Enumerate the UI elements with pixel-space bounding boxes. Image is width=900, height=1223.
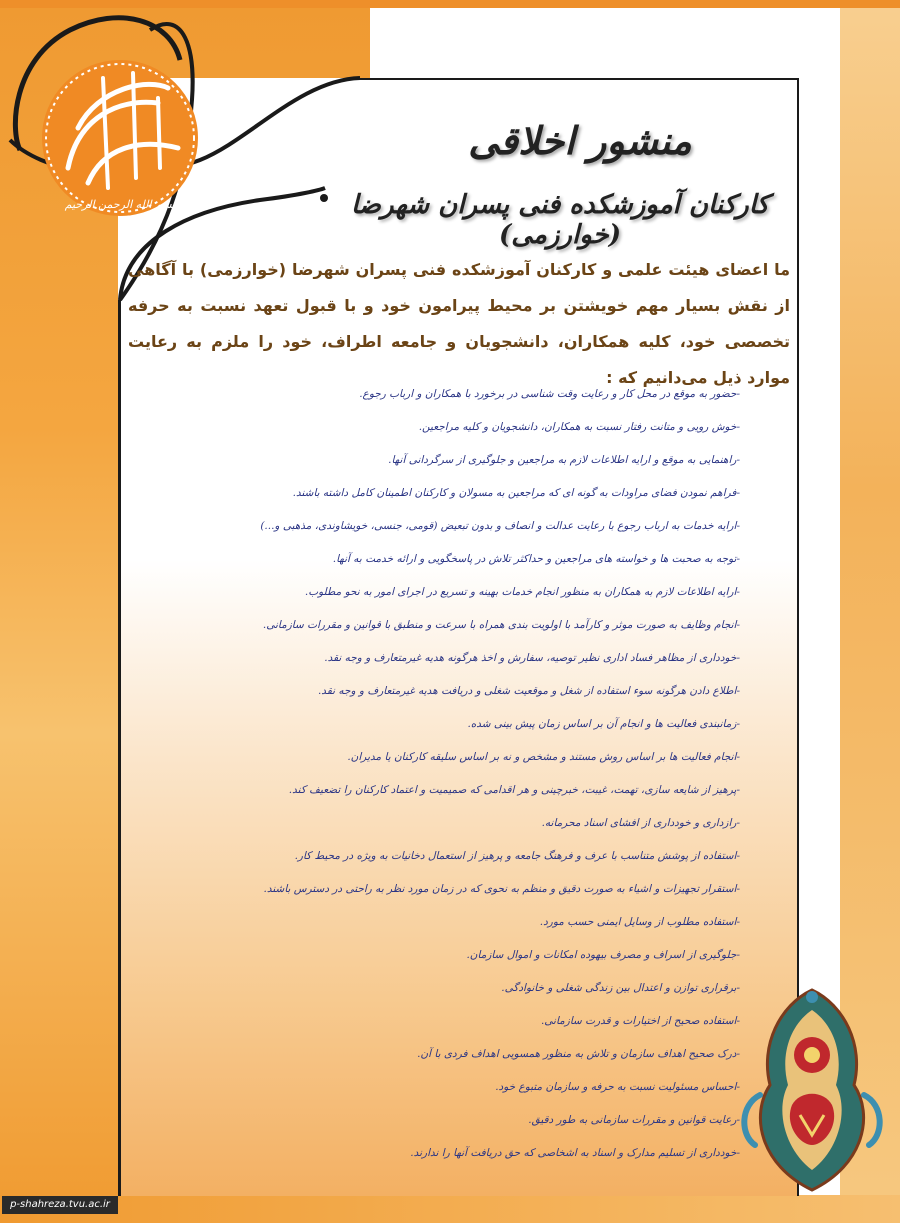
bismillah-logo: [8, 8, 218, 218]
ethics-item: -استفاده صحیح از اختیارات و قدرت سازمانی.: [540, 1015, 740, 1027]
ethics-item: -استقرار تجهیزات و اشیاء به صورت دقیق و منظم به نحوی که در زمان مورد نظر به راحتی در دسترس باشند.: [263, 883, 740, 895]
page-title: منشور اخلاقی: [468, 118, 692, 163]
ethics-item: -احساس مسئولیت نسبت به حرفه و سازمان متبوع خود.: [495, 1081, 740, 1093]
ethics-item: -برقراری توازن و اعتدال بین زندگی شغلی و خانوادگی.: [501, 982, 740, 994]
ethics-item: -ارایه خدمات به ارباب رجوع با رعایت عدالت و انصاف و بدون تبعیض (قومی، جنسی، خویشاوندی، مذهبی و...): [260, 520, 740, 532]
logo-text: بسم الله الرحمن الرحیم: [64, 198, 176, 211]
ethics-item: -حضور به موقع در محل کار و رعایت وقت شناسی در برخورد با همکاران و ارباب رجوع.: [359, 388, 740, 400]
ethics-item: -رعایت قوانین و مقررات سازمانی به طور دقیق.: [528, 1114, 740, 1126]
floral-ornament-icon: [740, 985, 885, 1195]
ethics-item: -توجه به صحبت ها و خواسته های مراجعین و حداکثر تلاش در پاسخگویی و ارائه خدمت به آنها.: [332, 553, 740, 565]
ethics-item: -انجام فعالیت ها بر اساس روش مستند و مشخص و نه بر اساس سلیقه کارکنان یا مدیران.: [347, 751, 740, 763]
website-footer-label: p-shahreza.tvu.ac.ir: [2, 1196, 118, 1214]
ethics-item: -خودداری از مظاهر فساد اداری نظیر توصیه، سفارش و اخذ هرگونه هدیه غیرمتعارف و وجه نقد.: [324, 652, 740, 664]
intro-paragraph: ما اعضای هیئت علمی و کارکنان آموزشکده فنی پسران شهرضا (خوارزمی) با آگاهی از نقش بسیار مهم خویشتن بر محیط پیرامون خود و با قبول تعهد نسبت به حرفه تخصصی خود، کلیه همکاران، دانشجویان و جامعه اطراف، خود را ملزم به رعایت موارد ذیل می‌دانیم که :: [128, 260, 790, 387]
ethics-item: -خودداری از تسلیم مدارک و اسناد به اشخاصی که حق دریافت آنها را ندارند.: [410, 1147, 740, 1159]
ethics-item: -درک صحیح اهداف سازمان و تلاش به منظور همسویی اهداف فردی با آن.: [417, 1048, 740, 1060]
ethics-item: -اطلاع دادن هرگونه سوء استفاده از شغل و موقعیت شغلی و دریافت هدیه غیرمتعارف و وجه نقد.: [317, 685, 740, 697]
page-subtitle: کارکنان آموزشکده فنی پسران شهرضا (خوارزمی): [350, 190, 769, 250]
ethics-item: -زمانبندی فعالیت ها و انجام آن بر اساس زمان پیش بینی شده.: [467, 718, 740, 730]
ethics-item: -رازداری و خودداری از افشای اسناد محرمانه.: [541, 817, 740, 829]
ethics-item: -استفاده مطلوب از وسایل ایمنی حسب مورد.: [539, 916, 740, 928]
ethics-item: -انجام وظایف به صورت موثر و کارآمد با اولویت بندی همراه با سرعت و منطبق با قوانین و مقررات سازمانی.: [262, 619, 740, 631]
ethics-item: -پرهیز از شایعه سازی، تهمت، غیبت، خبرچینی و هر اقدامی که صمیمیت و اعتماد کارکنان را تضعیف کند.: [288, 784, 740, 796]
ethics-item: -فراهم نمودن فضای مراودات به گونه ای که مراجعین به مسولان و کارکنان اطمینان کامل داشته باشند.: [292, 487, 740, 499]
ethics-item: -راهنمایی به موقع و ارایه اطلاعات لازم به مراجعین و جلوگیری از سرگردانی آنها.: [388, 454, 740, 466]
ethics-item: -خوش رویی و متانت رفتار نسبت به همکاران، دانشجویان و کلیه مراجعین.: [418, 421, 740, 433]
ethics-items-list: [260, 378, 740, 1170]
ethics-item: -جلوگیری از اسراف و مصرف بیهوده امکانات و اموال سازمان.: [466, 949, 740, 961]
ethics-item: -ارایه اطلاعات لازم به همکاران به منظور انجام خدمات بهینه و تسریع در اجرای امور به نحو مطلوب.: [304, 586, 740, 598]
ethics-item: -استفاده از پوشش متناسب با عرف و فرهنگ جامعه و پرهیز از استعمال دخانیات به ویژه در محیط کار.: [294, 850, 740, 862]
